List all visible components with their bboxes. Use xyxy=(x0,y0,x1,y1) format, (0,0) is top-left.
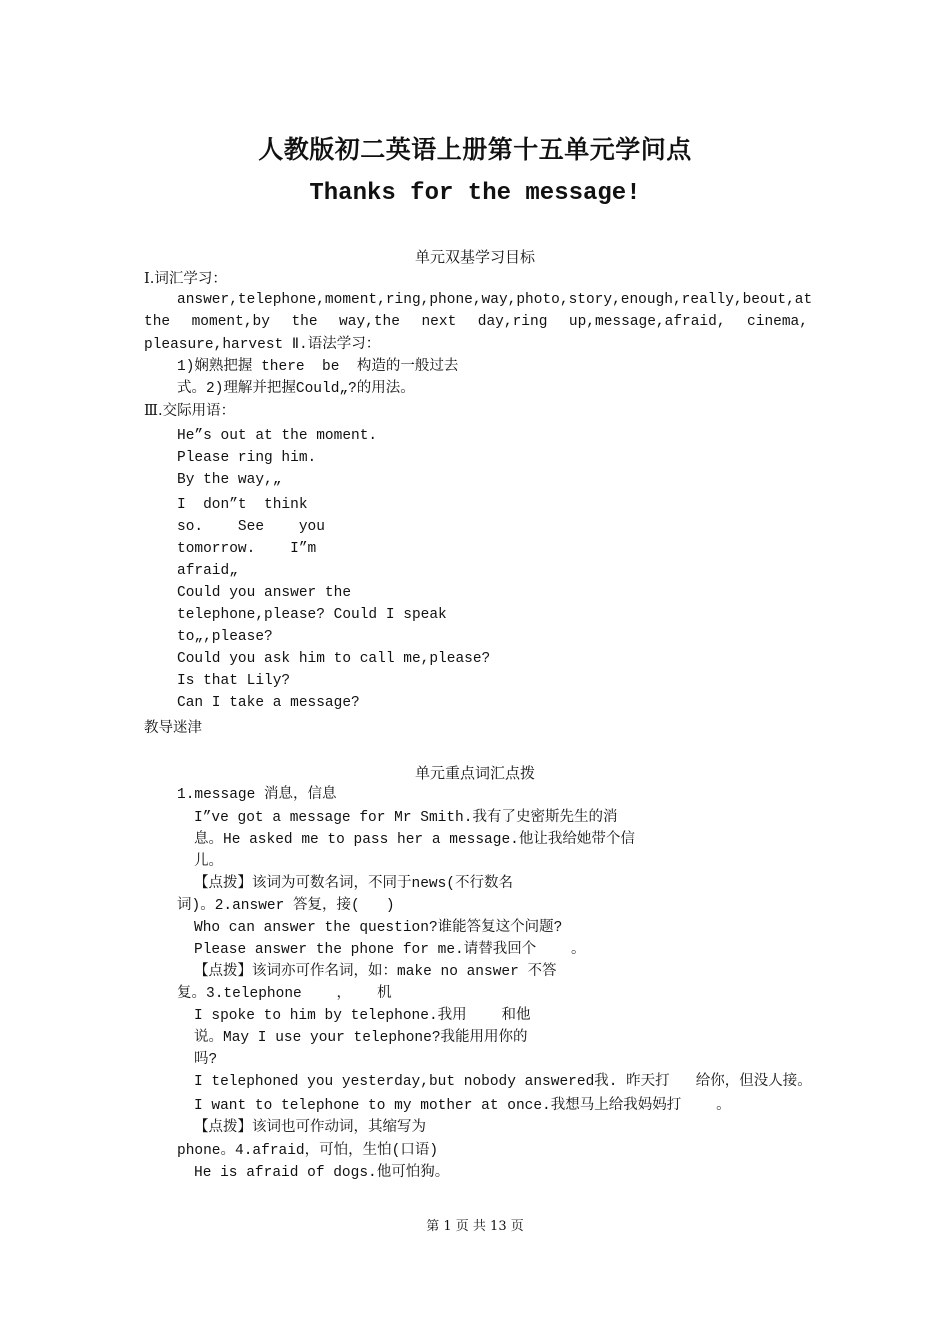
page-footer: 第 1 页 共 13 页 xyxy=(426,1219,524,1234)
comm-line: Please ring him. xyxy=(177,450,317,466)
comm-label: Ⅲ.交际用语： xyxy=(144,403,236,419)
comm-line: tomorrow. I”m xyxy=(177,541,317,557)
vocab-point-line: 说。May I use your telephone?我能用用你的 xyxy=(194,1030,528,1046)
comm-line: Could you ask him to call me,please? xyxy=(177,651,491,667)
vocab-word: the xyxy=(291,314,318,330)
comm-line: to„,please? xyxy=(177,629,273,645)
vocab-line-3: pleasure,harvest Ⅱ.语法学习： xyxy=(144,337,381,353)
vocab-point-line: Please answer the phone for me.请替我回个 。 xyxy=(194,942,586,958)
vocab-word: out,at xyxy=(760,292,813,308)
comm-line: so. See you xyxy=(177,519,325,535)
comm-line: Is that Lily? xyxy=(177,673,291,689)
vocab-point-line: He is afraid of dogs.他可怕狗。 xyxy=(194,1165,450,1181)
comm-line: telephone,please? Could I speak xyxy=(177,607,447,623)
vocab-word: next xyxy=(421,314,457,330)
vocab-point-line: 【点拨】该词也可作动词，其缩写为 xyxy=(194,1120,426,1136)
grammar-line-1: 1)娴熟把握 there be 构造的一般过去 xyxy=(177,359,459,375)
vocab-point-line: 【点拨】该词为可数名词，不同于news(不行数名 xyxy=(194,876,514,892)
comm-line: He”s out at the moment. xyxy=(177,428,378,444)
vocab-word: the xyxy=(144,314,171,330)
vocab-point-line: Who can answer the question?谁能答复这个问题? xyxy=(194,920,563,936)
comm-line: Can I take a message? xyxy=(177,695,360,711)
vocab-point-line: phone。4.afraid，可怕，生怕(口语) xyxy=(177,1143,439,1159)
vocab-point-line: 【点拨】该词亦可作名词，如：make no answer 不答 xyxy=(194,964,557,980)
section2-heading: 单元重点词汇点拨 xyxy=(414,764,535,782)
vocab-point-line: I spoke to him by telephone.我用 和他 xyxy=(194,1008,531,1024)
comm-line: By the way,„ xyxy=(177,472,282,488)
vocab-label: Ⅰ.词汇学习： xyxy=(144,271,227,287)
vocab-point-line: 儿。 xyxy=(194,854,223,870)
comm-line: I don”t think xyxy=(177,497,308,513)
vocab-word: cinema, xyxy=(747,314,808,330)
vocab-word: moment,by xyxy=(191,314,270,330)
vocab-line-1 xyxy=(177,292,813,308)
guide-label: 教导迷津 xyxy=(144,720,202,736)
vocab-point-line: I want to telephone to my mother at once.我想马上给我妈妈打 。 xyxy=(194,1098,731,1114)
document-title: 人教版初二英语上册第十五单元学问点 xyxy=(258,135,692,164)
document-subtitle: Thanks for the message! xyxy=(309,180,641,207)
vocab-word: day,ring xyxy=(477,314,548,330)
vocab-point-line: I”ve got a message for Mr Smith.我有了史密斯先生的消 xyxy=(194,810,618,826)
comm-line: afraid„ xyxy=(177,563,238,579)
vocab-point-line: I telephoned you yesterday,but nobody answered我. 昨天打 给你，但没人接。 xyxy=(194,1074,812,1090)
vocab-word: up,message,afraid, xyxy=(568,314,726,330)
vocab-point-line: 吗? xyxy=(194,1052,218,1068)
comm-line: Could you answer the xyxy=(177,585,352,601)
vocab-point-line: 息。He asked me to pass her a message.他让我给她带个信 xyxy=(194,832,635,848)
vocab-point-line: 复。3.telephone ， 机 xyxy=(177,986,392,1002)
section1-heading: 单元双基学习目标 xyxy=(414,248,535,266)
vocab-word: answer,telephone,moment,ring,phone,way,photo,story,enough,really,be xyxy=(177,292,760,308)
vocab-line-2 xyxy=(144,314,808,330)
vocab-point-line: 1.message 消息，信息 xyxy=(177,787,337,803)
grammar-line-2: 式。2)理解并把握Could„?的用法。 xyxy=(177,381,415,397)
vocab-word: way,the xyxy=(339,314,400,330)
vocab-point-line: 词)。2.answer 答复，接( ) xyxy=(177,898,395,914)
